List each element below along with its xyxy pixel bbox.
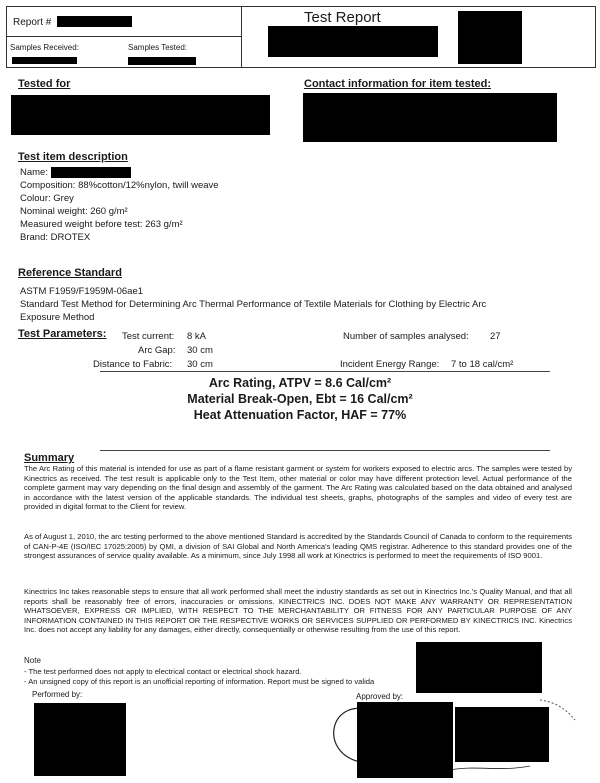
reference-standard-heading: Reference Standard <box>18 267 122 279</box>
redacted-header-info <box>268 26 438 57</box>
item-composition: Composition: 88%cotton/12%nylon, twill weave <box>20 180 219 191</box>
note-line-2: - An unsigned copy of this report is an unofficial reporting of information. Report must be signed to valida <box>24 677 375 686</box>
incident-energy-label: Incident Energy Range: <box>340 359 440 370</box>
samples-analysed-value: 27 <box>490 331 501 342</box>
contact-info-heading: Contact information for item tested: <box>304 78 492 90</box>
redacted-approver-signature <box>357 702 453 778</box>
test-current-value: 8 kA <box>187 331 207 342</box>
redacted-contact-info <box>303 93 557 142</box>
reference-description-line2: Exposure Method <box>20 312 95 323</box>
results-rule-bottom <box>100 450 550 451</box>
summary-paragraph-1: The Arc Rating of this material is intended for use as part of a flame resistant garment or system for workers exposed to electric arcs. The samples were tested by Kinectrics as received. The test result is applicable only to the Test Item, other material or color may have different protection level. Actual performance of the complete garment may vary depending on the final design and assembly of the garment. The Arc Rating was calculated based on the data obtained and analysed in accordance with the latest version of the applicable standards. The individual test sheets, graphs, photographs of the samples and video of every test are provided in digital format to the Client for review. <box>24 464 572 512</box>
redacted-logo <box>458 11 522 64</box>
arc-rating-result: Arc Rating, ATPV = 8.6 Cal/cm² <box>208 376 392 390</box>
heat-attenuation-result: Heat Attenuation Factor, HAF = 77% <box>193 408 407 422</box>
break-open-result: Material Break-Open, Ebt = 16 Cal/cm² <box>187 392 413 406</box>
item-name-label: Name: <box>20 167 48 178</box>
tested-for-heading: Tested for <box>18 78 71 90</box>
performed-by-label: Performed by: <box>32 690 83 699</box>
note-heading: Note <box>24 656 41 665</box>
note-line-1: - The test performed does not apply to electrical contact or electrical shock hazard. <box>24 667 302 676</box>
summary-paragraph-2: As of August 1, 2010, the arc testing performed to the above mentioned Standard is accredited by the Standards Council of Canada to conform to the requirements of CAN-P-4E (ISO/IEC 17025:2005) by QMI, a division of SAI Global and North America's leading QMS registrar. Adherence to this standard provides one of the strongest assurances of service quality available. As a minimum, since July 1998 all work at Kinectrics is performed to meet the requirements of ISO 9001. <box>24 532 572 561</box>
summary-heading: Summary <box>24 452 75 464</box>
incident-energy-value: 7 to 18 cal/cm² <box>451 359 514 370</box>
test-parameters-heading: Test Parameters: <box>18 328 107 340</box>
summary-paragraph-3: Kinectrics Inc takes reasonable steps to ensure that all work performed shall meet the industry standards as set out in Kinectrics Inc.'s Quality Manual, and that all reports shall be reasonably free of errors, inaccuracies or omissions. KINECTRICS INC. DOES NOT MAKE ANY WARRANTY OR REPRESENTATION WHATSOEVER, EXPRESS OR IMPLIED, WITH RESPECT TO THE MERCHANTABILITY OR FITNESS FOR ANY PARTICULAR PURPOSE OF ANY INFORMATION CONTAINED IN THIS REPORT OR THE RESPECTIVE WORKS OR SERVICES SUPPLIED OR PERFORMED BY KINECTRICS INC. Kinectrics Inc. does not accept any liability for any damages, either directly, consequentially or otherwise resulting from the use of this report. <box>24 587 572 635</box>
redacted-item-name <box>51 167 131 178</box>
reference-code: ASTM F1959/F1959M-06ae1 <box>20 286 144 297</box>
report-number-label: Report # <box>13 17 52 28</box>
samples-tested-label: Samples Tested: <box>128 43 187 52</box>
arc-gap-value: 30 cm <box>187 345 213 356</box>
distance-to-fabric-label: Distance to Fabric: <box>93 359 173 370</box>
redacted-approval-stamp <box>455 707 549 762</box>
results-rule-top <box>100 371 550 372</box>
reference-description-line1: Standard Test Method for Determining Arc Thermal Performance of Textile Materials for Clothing by Electric Arc <box>20 299 487 310</box>
test-item-description-heading: Test item description <box>18 151 128 163</box>
redacted-samples-tested <box>128 57 196 65</box>
samples-received-label: Samples Received: <box>10 43 79 52</box>
distance-to-fabric-value: 30 cm <box>187 359 213 370</box>
approved-by-label: Approved by: <box>356 692 404 701</box>
item-nominal-weight: Nominal weight: 260 g/m² <box>20 206 128 217</box>
samples-analysed-label: Number of samples analysed: <box>343 331 469 342</box>
test-current-label: Test current: <box>122 331 175 342</box>
redacted-performer-signature <box>34 703 126 776</box>
item-brand: Brand: DROTEX <box>20 232 91 243</box>
redacted-report-number <box>57 16 132 27</box>
item-measured-weight: Measured weight before test: 263 g/m² <box>20 219 183 230</box>
header-divider-vertical <box>241 6 242 67</box>
arc-gap-label: Arc Gap: <box>138 345 176 356</box>
redacted-tested-for <box>11 95 270 135</box>
report-title: Test Report <box>304 9 381 26</box>
header-divider-horizontal <box>6 36 241 37</box>
redacted-samples-received <box>12 57 77 64</box>
item-colour: Colour: Grey <box>20 193 74 204</box>
